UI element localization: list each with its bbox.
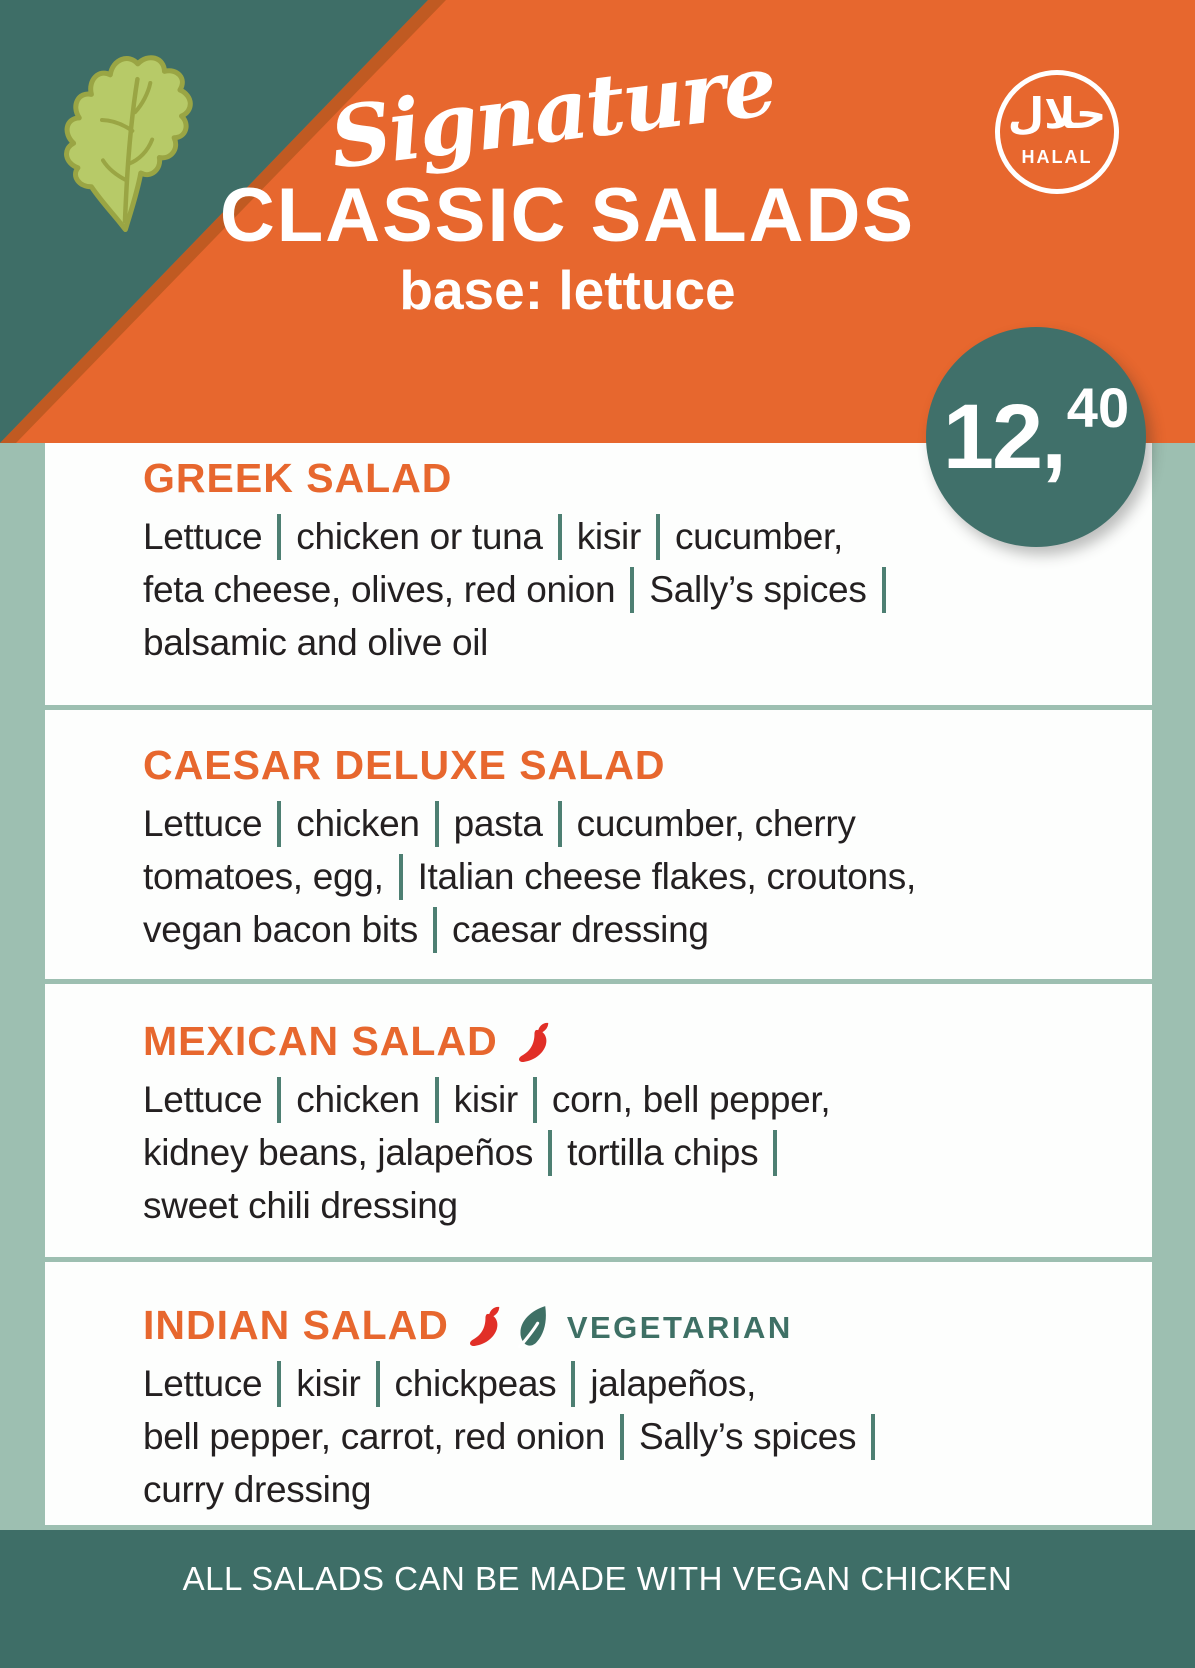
halal-arabic-text: حلال xyxy=(1007,89,1107,138)
salad-description-line: curry dressing xyxy=(143,1469,372,1510)
separator-bar xyxy=(277,801,281,847)
salad-name: MEXICAN SALAD xyxy=(143,1018,498,1064)
salad-description-line: vegan bacon bits caesar dressing xyxy=(143,903,1132,956)
separator-bar xyxy=(571,1361,575,1407)
salad-description-line: Lettuce chicken pasta cucumber, cherry xyxy=(143,797,1132,850)
footer-banner xyxy=(0,1530,1195,1668)
separator-bar xyxy=(620,1414,624,1460)
salad-description-line: kidney beans, jalapeños tortilla chips xyxy=(143,1126,1132,1179)
salad-card xyxy=(45,1262,1152,1525)
page-title: CLASSIC SALADS xyxy=(219,173,916,258)
salad-description xyxy=(143,1357,1132,1516)
separator-bar xyxy=(277,1077,281,1123)
salad-card-list xyxy=(45,443,1152,1530)
chili-icon xyxy=(512,1020,550,1064)
salad-description-line: balsamic and olive oil xyxy=(143,622,489,663)
salad-description-line: Lettuce chicken kisir corn, bell pepper, xyxy=(143,1073,1132,1126)
salad-card xyxy=(45,710,1152,979)
separator-bar xyxy=(435,1077,439,1123)
salad-name: GREEK SALAD xyxy=(143,455,453,501)
separator-bar xyxy=(871,1414,875,1460)
separator-bar xyxy=(773,1130,777,1176)
salad-card-header xyxy=(143,742,1132,789)
separator-bar xyxy=(435,801,439,847)
salad-description-line: bell pepper, carrot, red onion Sally’s spices xyxy=(143,1410,1132,1463)
separator-bar xyxy=(558,801,562,847)
separator-bar xyxy=(630,567,634,613)
salad-card-header xyxy=(143,1302,1132,1349)
vegetarian-label: VEGETARIAN xyxy=(566,1309,793,1345)
salad-name: CAESAR DELUXE SALAD xyxy=(143,742,666,788)
separator-bar xyxy=(376,1361,380,1407)
page-subtitle: base: lettuce xyxy=(399,259,736,321)
separator-bar xyxy=(558,514,562,560)
salad-description-line: sweet chili dressing xyxy=(143,1185,458,1226)
salad-description-line: Lettuce chicken or tuna kisir cucumber, xyxy=(143,510,1132,563)
salad-name: INDIAN SALAD xyxy=(143,1302,449,1348)
footer-note: ALL SALADS CAN BE MADE WITH VEGAN CHICKEN xyxy=(182,1560,1013,1597)
separator-bar xyxy=(548,1130,552,1176)
halal-label: HALAL xyxy=(1021,147,1093,167)
salad-card-header xyxy=(143,1018,1132,1065)
salad-description-line: tomatoes, egg, Italian cheese flakes, croutons, xyxy=(143,850,1132,903)
salad-description xyxy=(143,797,1132,956)
price-decimals: 40 xyxy=(1066,375,1130,439)
separator-bar xyxy=(399,854,403,900)
separator-bar xyxy=(277,1361,281,1407)
halal-badge xyxy=(995,70,1119,194)
separator-bar xyxy=(656,514,660,560)
script-title: Signature xyxy=(324,35,781,188)
salad-card xyxy=(45,984,1152,1257)
salad-description-line: Lettuce kisir chickpeas jalapeños, xyxy=(143,1357,1132,1410)
separator-bar xyxy=(433,907,437,953)
price-badge xyxy=(926,327,1146,547)
salad-description xyxy=(143,1073,1132,1232)
separator-bar xyxy=(882,567,886,613)
chili-icon xyxy=(463,1304,501,1348)
separator-bar xyxy=(533,1077,537,1123)
price-main: 12, xyxy=(942,385,1065,488)
vegetarian-leaf-icon xyxy=(515,1304,549,1348)
salad-description-line: feta cheese, olives, red onion Sally’s spices xyxy=(143,563,1132,616)
separator-bar xyxy=(277,514,281,560)
